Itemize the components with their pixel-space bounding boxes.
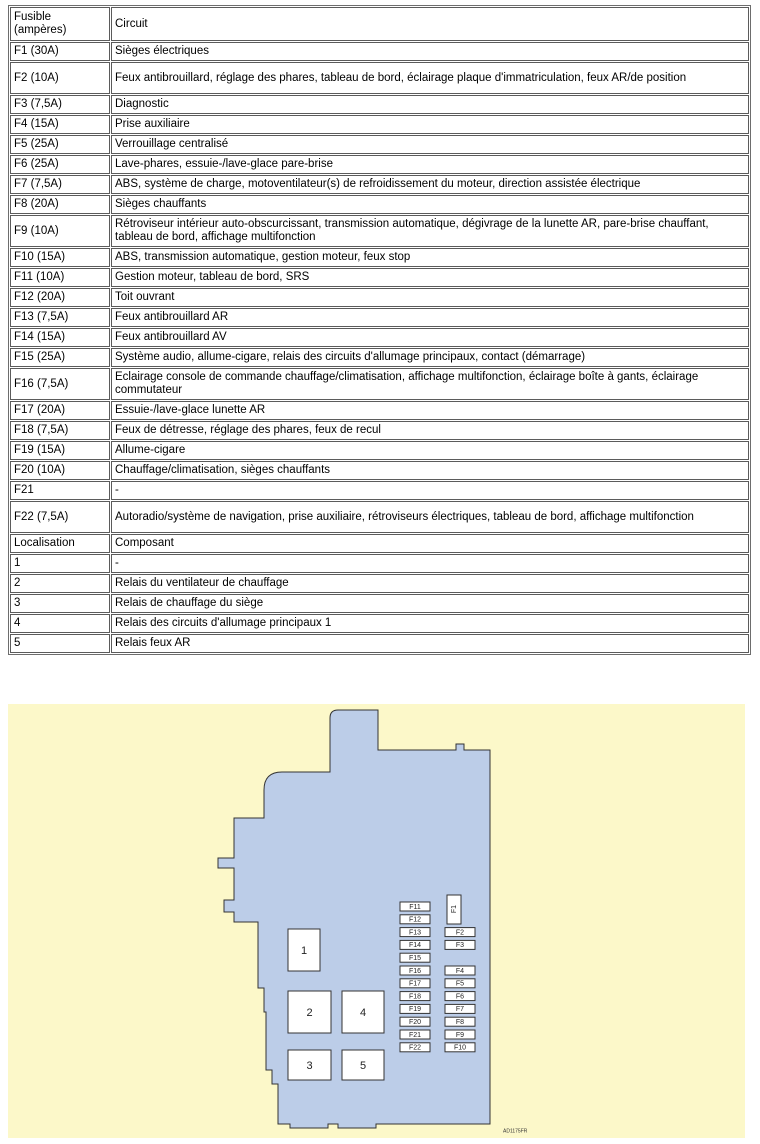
- circuit-cell: Diagnostic: [111, 95, 749, 114]
- relay-label-2: 2: [306, 1006, 313, 1019]
- table-row: [10, 421, 749, 440]
- table-row: [10, 348, 749, 367]
- circuit-cell: Lave-phares, essuie-/lave-glace pare-brise: [111, 155, 749, 174]
- fuse-cell: F14 (15A): [10, 328, 110, 347]
- table-row: [10, 328, 749, 347]
- fuse-label-F22: F22: [408, 1044, 422, 1052]
- header-composant: Composant: [111, 534, 749, 553]
- fuse-label-F1: F1: [450, 904, 458, 914]
- table-row: [10, 268, 749, 287]
- circuit-cell: Système audio, allume-cigare, relais des circuits d'allumage principaux, contact (démarrage): [111, 348, 749, 367]
- circuit-cell: Feux antibrouillard AV: [111, 328, 749, 347]
- table-row: [10, 155, 749, 174]
- circuit-cell: Rétroviseur intérieur auto-obscurcissant, transmission automatique, dégivrage de la lunette AR, pare-brise chauffant, tableau de bord, affichage multifonction: [111, 215, 749, 247]
- circuit-cell: ABS, transmission automatique, gestion moteur, feux stop: [111, 248, 749, 267]
- fuse-cell: F22 (7,5A): [10, 501, 110, 533]
- header-localisation: Localisation: [10, 534, 110, 553]
- component-cell: Relais de chauffage du siège: [111, 594, 749, 613]
- circuit-cell: Chauffage/climatisation, sièges chauffants: [111, 461, 749, 480]
- circuit-cell: Eclairage console de commande chauffage/climatisation, affichage multifonction, éclairage boîte à gants, éclairage commutateur: [111, 368, 749, 400]
- fuse-cell: F17 (20A): [10, 401, 110, 420]
- location-cell: 4: [10, 614, 110, 633]
- circuit-cell: Feux antibrouillard, réglage des phares, tableau de bord, éclairage plaque d'immatriculation, feux AR/de position: [111, 62, 749, 94]
- component-cell: -: [111, 554, 749, 573]
- location-cell: 2: [10, 574, 110, 593]
- table-row: [10, 215, 749, 247]
- circuit-cell: Allume-cigare: [111, 441, 749, 460]
- table-row: [10, 42, 749, 61]
- fuse-cell: F10 (15A): [10, 248, 110, 267]
- table-row: [10, 308, 749, 327]
- table-row: [10, 634, 749, 653]
- table-row: [10, 481, 749, 500]
- table-row: [10, 195, 749, 214]
- location-cell: 1: [10, 554, 110, 573]
- fuse-label-F5: F5: [455, 980, 465, 988]
- fuse-label-F11: F11: [409, 903, 421, 911]
- fuse-label-F12: F12: [408, 916, 422, 924]
- location-cell: 3: [10, 594, 110, 613]
- table-row: [10, 461, 749, 480]
- fuse-cell: F16 (7,5A): [10, 368, 110, 400]
- fuse-cell: F11 (10A): [10, 268, 110, 287]
- table-row: [10, 175, 749, 194]
- table-row: [10, 115, 749, 134]
- table-row: [10, 554, 749, 573]
- fuse-cell: F19 (15A): [10, 441, 110, 460]
- relay-label-3: 3: [306, 1059, 313, 1072]
- fuse-cell: F7 (7,5A): [10, 175, 110, 194]
- fuse-label-F13: F13: [408, 929, 422, 937]
- circuit-cell: Sièges chauffants: [111, 195, 749, 214]
- fuse-label-F8: F8: [455, 1019, 465, 1027]
- circuit-cell: Feux de détresse, réglage des phares, feux de recul: [111, 421, 749, 440]
- fuse-box-diagram: [8, 704, 745, 1138]
- fuse-label-F15: F15: [408, 955, 422, 963]
- fuse-cell: F18 (7,5A): [10, 421, 110, 440]
- table-row: [10, 248, 749, 267]
- table-row: [10, 288, 749, 307]
- fuse-box-drawing: [8, 704, 745, 1138]
- table-row: [10, 594, 749, 613]
- fuse-table-header: [10, 7, 749, 41]
- fuse-label-F7: F7: [455, 1006, 465, 1014]
- relay-label-4: 4: [359, 1006, 367, 1019]
- circuit-cell: Essuie-/lave-glace lunette AR: [111, 401, 749, 420]
- circuit-cell: ABS, système de charge, motoventilateur(s) de refroidissement du moteur, direction assistée électrique: [111, 175, 749, 194]
- table-row: [10, 501, 749, 533]
- fuse-cell: F12 (20A): [10, 288, 110, 307]
- table-row: [10, 614, 749, 633]
- component-cell: Relais du ventilateur de chauffage: [111, 574, 749, 593]
- circuit-cell: Verrouillage centralisé: [111, 135, 749, 154]
- table-row: [10, 368, 749, 400]
- component-cell: Relais feux AR: [111, 634, 749, 653]
- table-row: [10, 401, 749, 420]
- fuse-cell: F2 (10A): [10, 62, 110, 94]
- fuse-label-F4: F4: [455, 967, 465, 975]
- fuse-label-F3: F3: [455, 942, 465, 950]
- fuse-cell: F5 (25A): [10, 135, 110, 154]
- drawing-code: AD1175FR: [503, 1128, 528, 1135]
- circuit-cell: Prise auxiliaire: [111, 115, 749, 134]
- fuse-cell: F1 (30A): [10, 42, 110, 61]
- fuse-label-F10: F10: [453, 1044, 467, 1052]
- circuit-cell: Gestion moteur, tableau de bord, SRS: [111, 268, 749, 287]
- fuse-label-F19: F19: [408, 1006, 422, 1014]
- circuit-cell: -: [111, 481, 749, 500]
- fuse-cell: F20 (10A): [10, 461, 110, 480]
- header-fuse: Fusible (ampères): [10, 7, 110, 41]
- table-row: [10, 135, 749, 154]
- fuse-cell: F15 (25A): [10, 348, 110, 367]
- relay-label-1: 1: [300, 944, 308, 957]
- fuse-cell: F4 (15A): [10, 115, 110, 134]
- fuse-label-F21: F21: [408, 1031, 422, 1039]
- fuse-cell: F3 (7,5A): [10, 95, 110, 114]
- fuse-label-F18: F18: [408, 993, 422, 1001]
- component-cell: Relais des circuits d'allumage principaux 1: [111, 614, 749, 633]
- fuse-label-F6: F6: [455, 993, 465, 1001]
- header-circuit: Circuit: [111, 7, 749, 41]
- table-row: [10, 441, 749, 460]
- fuse-table: [8, 5, 751, 655]
- circuit-cell: Toit ouvrant: [111, 288, 749, 307]
- fuse-label-F2: F2: [455, 929, 465, 937]
- circuit-cell: Feux antibrouillard AR: [111, 308, 749, 327]
- circuit-cell: Autoradio/système de navigation, prise auxiliaire, rétroviseurs électriques, tableau de bord, affichage multifonction: [111, 501, 749, 533]
- fuse-cell: F9 (10A): [10, 215, 110, 247]
- fuse-label-F16: F16: [408, 967, 422, 975]
- relay-label-5: 5: [359, 1059, 367, 1072]
- fuse-cell: F6 (25A): [10, 155, 110, 174]
- fuse-table-container: [8, 5, 751, 655]
- table-row: [10, 574, 749, 593]
- circuit-cell: Sièges électriques: [111, 42, 749, 61]
- table-row: [10, 62, 749, 94]
- fuse-label-F17: F17: [408, 980, 422, 988]
- fuse-cell: F21: [10, 481, 110, 500]
- fuse-label-F20: F20: [408, 1019, 422, 1027]
- fuse-label-F14: F14: [408, 942, 422, 950]
- fuse-label-F9: F9: [455, 1031, 465, 1039]
- fuse-cell: F13 (7,5A): [10, 308, 110, 327]
- relay-table-header: [10, 534, 749, 553]
- table-row: [10, 95, 749, 114]
- fuse-cell: F8 (20A): [10, 195, 110, 214]
- location-cell: 5: [10, 634, 110, 653]
